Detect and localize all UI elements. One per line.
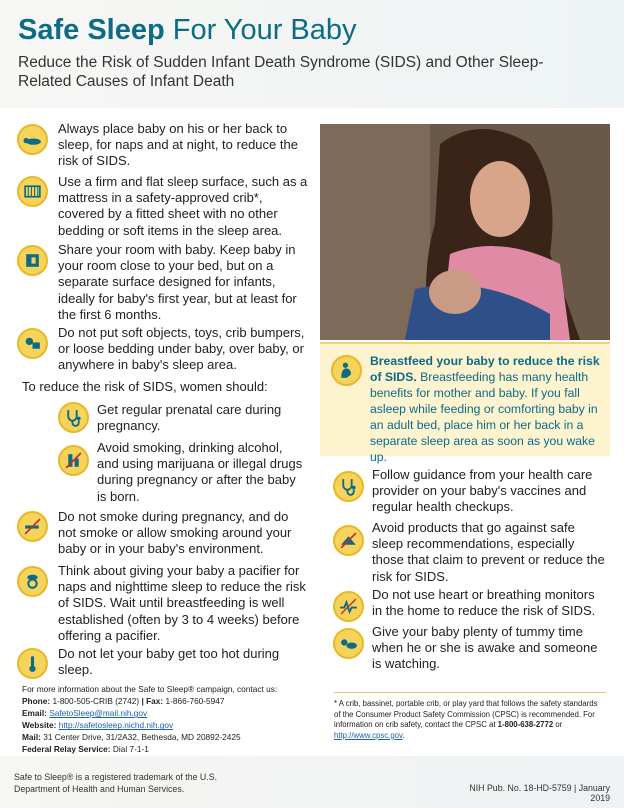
no-monitor-icon: [333, 591, 364, 622]
tip-no-soft-objects: Do not put soft objects, toys, crib bumpers, or loose bedding under baby, over baby, or anywhere in baby's sleep area.: [58, 325, 305, 373]
tip-back-to-sleep: Always place baby on his or her back to sleep, for naps and at night, to reduce the risk of SIDS.: [58, 121, 298, 169]
tip-vaccines: Follow guidance from your health care provider on your baby's vaccines and regular health checkups.: [372, 467, 593, 515]
pacifier-icon: [17, 566, 48, 597]
website-link[interactable]: http://safetosleep.nichd.nih.gov: [58, 720, 174, 731]
cpsc-phone: 1-800-638-2772: [497, 720, 554, 730]
breastfeed-text: Breastfeed your baby to reduce the risk of SIDS. Breastfeeding has many health benefits for mother and baby. If you fall asleep while feeding or comforting baby in an adult bed, place him or her back in a separate sleep area as soon as you wake up.: [370, 354, 600, 464]
breastfeeding-icon: [331, 355, 362, 386]
footnote-divider: [334, 692, 606, 693]
cpsc-link[interactable]: http://www.cpsc.gov: [334, 730, 403, 740]
crib-footnote: * A crib, bassinet, portable crib, or play yard that follows the safety standards of the Consumer Product Safety Commission (CPSC) is recommended. For information on crib safety, contact the CPSC at 1-800-638-2772 or http://www.cpsc.gov.: [334, 699, 598, 740]
soft-objects-icon: [17, 328, 48, 359]
email-link[interactable]: SafetoSleep@mail.nih.gov: [49, 708, 148, 719]
trademark-notice: Safe to Sleep® is a registered trademark of the U.S. Department of Health and Human Services.: [14, 772, 218, 794]
contact-intro: For more information about the Safe to Sleep® campaign, contact us:: [22, 684, 278, 694]
tip-tummy-time: Give your baby plenty of tummy time when he or she is awake and someone is watching.: [372, 624, 598, 672]
no-substances-icon: [58, 445, 89, 476]
publication-number: NIH Pub. No. 18-HD-5759 | January 2019: [469, 783, 610, 803]
women-heading: To reduce the risk of SIDS, women should:: [22, 379, 268, 394]
page-title: Safe Sleep For Your Baby: [18, 14, 357, 46]
no-smoking-icon: [17, 511, 48, 542]
tip-no-monitors: Do not use heart or breathing monitors in the home to reduce the risk of SIDS.: [372, 587, 596, 619]
tip-no-smoking: Do not smoke during pregnancy, and do not smoke or allow smoking around your baby or in your baby's environment.: [58, 509, 292, 557]
phone-number: 1-800-505-CRIB (2742): [52, 696, 140, 707]
shared-room-icon: [17, 245, 48, 276]
relay-service: Dial 7-1-1: [112, 744, 149, 755]
stethoscope-icon: [333, 471, 364, 502]
tip-firm-surface: Use a firm and flat sleep surface, such as a mattress in a safety-approved crib*, covered by a fitted sheet with no other bedding or soft items in the sleep area.: [58, 174, 308, 238]
baby-on-back-icon: [17, 124, 48, 155]
tip-prenatal-care: Get regular prenatal care during pregnancy.: [97, 402, 282, 434]
contact-info: For more information about the Safe to Sleep® campaign, contact us: Phone: 1-800-505-CRIB (2742) | Fax: 1-866-760-5947 Email: SafetoSleep@mail.nih.gov Website: http://safetosleep.nichd.nih.gov Mail: 31 Center Drive, 31/2A32, Bethesda, MD 20892-2425 Federal Relay Service: Dial 7-1-1: [22, 683, 312, 756]
mother-breastfeeding-photo: [320, 124, 610, 340]
stethoscope-icon: [58, 402, 89, 433]
mail-address: 31 Center Drive, 31/2A32, Bethesda, MD 20892-2425: [43, 732, 241, 743]
tip-share-room: Share your room with baby. Keep baby in your room close to your bed, but on a separate surface designed for infants, ideally for baby's first year, but at least for the first 6 months.: [58, 242, 297, 322]
tummy-time-icon: [333, 628, 364, 659]
no-products-icon: [333, 525, 364, 556]
crib-icon: [17, 176, 48, 207]
tip-avoid-substances: Avoid smoking, drinking alcohol, and using marijuana or illegal drugs during pregnancy or after the baby is born.: [97, 440, 303, 504]
thermometer-icon: [17, 648, 48, 679]
page-subtitle: Reduce the Risk of Sudden Infant Death Syndrome (SIDS) and Other Sleep-Related Causes of Infant Death: [18, 54, 544, 90]
tip-pacifier: Think about giving your baby a pacifier for naps and nighttime sleep to reduce the risk of SIDS. Wait until breastfeeding is well established (often by 3 to 4 weeks) before offering a pacifier.: [58, 563, 306, 643]
tip-avoid-products: Avoid products that go against safe sleep recommendations, especially those that claim to prevent or reduce the risk for SIDS.: [372, 520, 605, 584]
fax-number: 1-866-760-5947: [165, 696, 225, 707]
tip-not-too-hot: Do not let your baby get too hot during sleep.: [58, 646, 280, 678]
